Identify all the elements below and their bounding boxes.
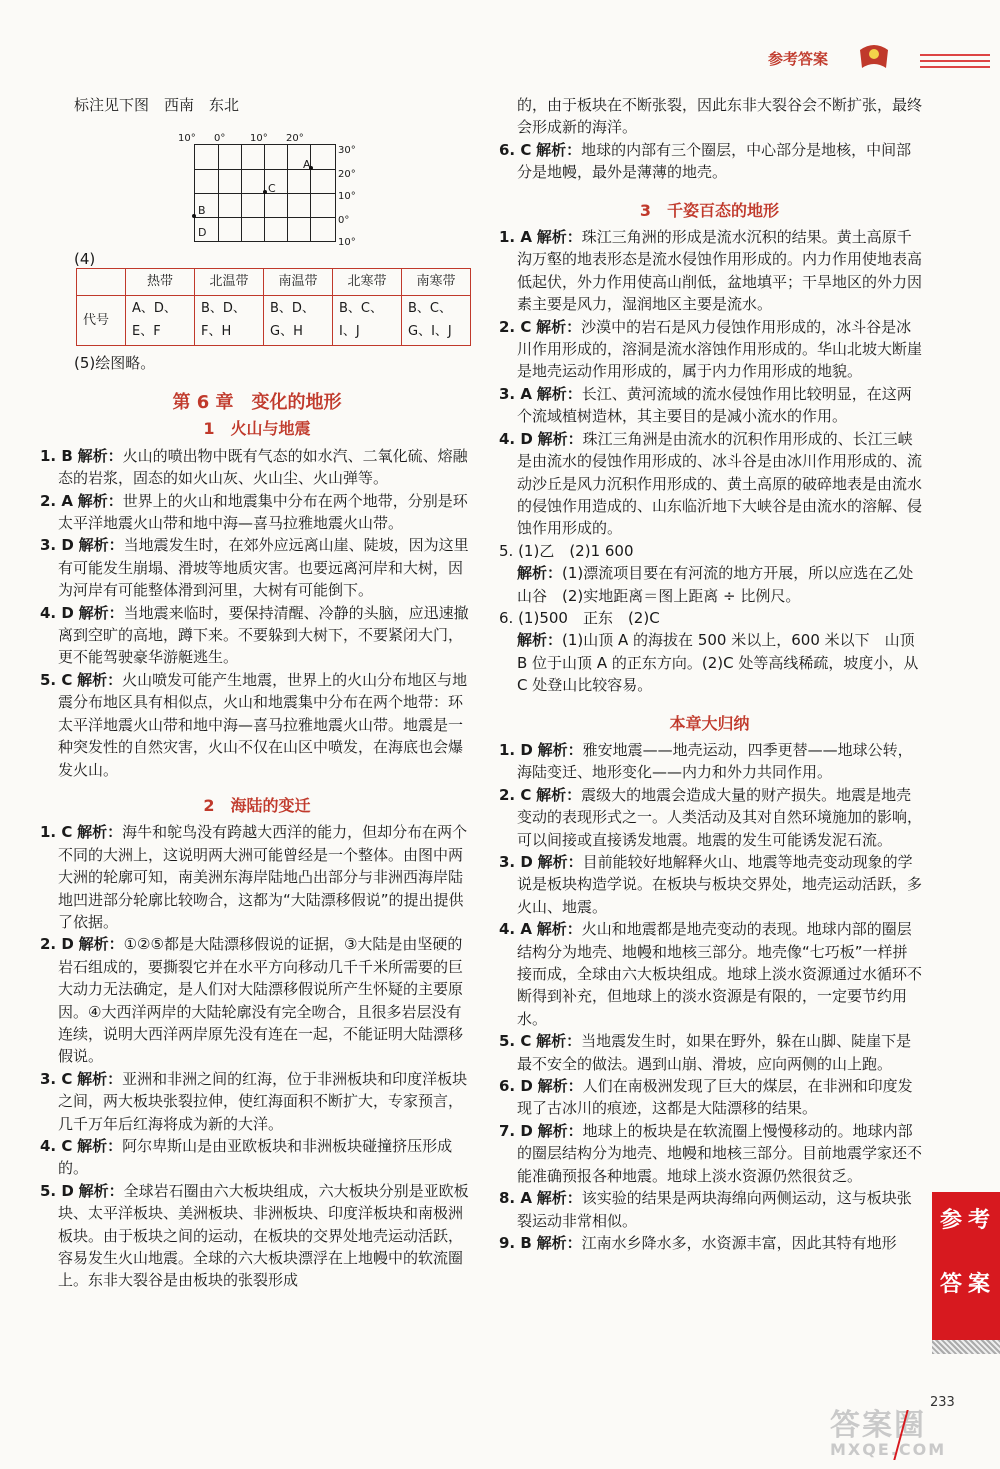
header-title: 参考答案 [768,50,829,68]
answer-item: 1. D 解析：雅安地震——地壳运动，四季更替——地球公转，海陆变迁、地形变化——内力和外力共同作用。 [499,740,913,782]
side-tab-answers [932,1192,1000,1342]
zone-cell: B、C、I、J [333,296,402,346]
answer-item: 7. D 解析：地球上的板块是在软流圈上慢慢移动的。地球内部的圈层结构分为地壳、地幔和地核三部分。目前地震学家还不能准确预报各种地震。地球上淡水资源仍然很贫乏。 [499,1121,923,1185]
answer-item: 3. A 解析：长江、黄河流域的流水侵蚀作用比较明显，在这两个流域植树造林，其主要目的是减小流水的作用。 [499,384,912,426]
chapter-title: 第 6 章 变化的地形 [172,392,342,413]
zone-cell: B、C、G、I、J [402,296,471,346]
answer-item: 1. B 解析：火山的喷出物中既有气态的如水汽、二氧化硫、熔融态的岩浆，固态的如火山灰、火山尘、火山弹等。 [40,446,468,488]
grid-intro: 标注见下图 西南 东北 [74,96,240,114]
lat-lon-grid [178,128,378,248]
answer-item: 6. C 解析：地球的内部有三个圈层，中心部分是地核，中间部分是地幔，最外是薄薄的地壳。 [499,140,912,182]
item-5: (5)绘图略。 [74,354,156,372]
zone-header: 北寒带 [333,269,402,296]
point-d-label: D [198,226,207,239]
book-logo-icon [856,42,892,72]
side-tab-char: 参 [940,1208,963,1233]
watermark-url: MXQE.COM [830,1440,947,1459]
y-tick: 30° [338,145,356,156]
section-title: 1 火山与地震 [203,419,311,439]
zone-header: 南寒带 [402,269,471,296]
zone-header: 北温带 [195,269,264,296]
answer-item: 5. C 解析：当地震发生时，如果在野外，躲在山脚、陡崖下是最不安全的做法。遇到山崩、滑坡，应向两侧的山上跑。 [499,1032,912,1073]
x-tick: 0° [214,133,226,144]
answer-item: 1. A 解析：珠江三角洲的形成是流水沉积的结果。黄土高原千沟万壑的地表形态是流水侵蚀作用形成的。内力作用使地表高低起伏，外力作用使高山削低，盆地填平；干旱地区的外力因素主要是风力，湿润地区主要是流水。 [499,228,923,314]
answer-item: 6. (1)500 正东 (2)C [499,608,660,627]
y-tick: 10° [338,191,356,202]
section-title: 3 千姿百态的地形 [639,200,780,220]
continued-text: 的，由于板块在不断张裂，因此东非大裂谷会不断扩张，最终会形成新的海洋。 [517,96,923,137]
answer-item: 3. D 解析：当地震发生时，在郊外应远离山崖、陡坡，因为这里有可能发生崩塌、滑坡等地质灾害。也要远离河岸和大树，因为河岸有可能整体滑到河里，大树有可能倒下。 [40,536,469,600]
answer-explanation: 解析：(1)漂流项目要在有河流的地方开展，所以应选在乙处山谷 (2)实地距离＝图上距离 ÷ 比例尺。 [517,564,914,605]
point-c [263,190,267,194]
answer-item: 4. D 解析：珠江三角洲是由流水的沉积作用形成的、长江三峡是由流水的侵蚀作用形成的、冰斗谷是由冰川作用形成的、流动沙丘是风力沉积作用形成的、黄土高原的破碎地表是由流水的侵蚀作用造成的、山东临沂地下大峡谷是由流水的溶解、侵蚀作用形成的。 [499,429,923,538]
side-tab-char: 案 [968,1272,991,1297]
answer-item: 6. D 解析：人们在南极洲发现了巨大的煤层，在非洲和印度发现了古冰川的痕迹，这都是大陆漂移的结果。 [499,1077,913,1118]
page-number: 233 [930,1395,955,1410]
zone-cell: B、D、G、H [264,296,333,346]
item-4: (4) [74,250,96,268]
answer-item: 4. D 解析：当地震来临时，要保持清醒、冷静的头脑，应迅速撤离到空旷的高地，蹲下来。不要躲到大树下，不要紧闭大门，更不能驾驶豪华游艇逃生。 [40,603,469,667]
answer-item: 5. (1)乙 (2)1 600 [499,541,634,560]
y-tick: 0° [338,215,350,226]
answer-item: 8. A 解析：该实验的结果是两块海绵向两侧运动，这与板块张裂运动非常相似。 [499,1189,912,1230]
answer-explanation: 解析：(1)山顶 A 的海拔在 500 米以上，600 米以下 山顶 B 位于山顶 A 的正东方向。(2)C 处等高线稀疏，坡度小，从 C 处登山比较容易。 [517,631,919,695]
point-c-label: C [268,182,276,195]
side-tab-char: 考 [968,1208,991,1233]
section-title: 本章大归纳 [669,713,750,733]
x-tick: 10° [250,133,268,144]
answer-item: 9. B 解析：江南水乡降水多，水资源丰富，因此其特有地形 [499,1233,897,1252]
side-tab-char: 答 [940,1272,963,1297]
answer-item: 2. C 解析：震级大的地震会造成大量的财产损失。地震是地壳变动的表现形式之一。人类活动及其对自然环境施加的影响，可以间接或直接诱发地震。地震的发生可能诱发泥石流。 [499,785,923,849]
answer-item: 4. A 解析：火山和地震都是地壳变动的表现。地球内部的圈层结构分为地壳、地幔和地核三部分。地壳像“七巧板”一样拼接而成，全球由六大板块组成。地球上淡水资源通过水循环不断得到补充，但地球上的淡水资源是有限的，一定要节约用水。 [499,920,923,1028]
answer-item: 5. D 解析：全球岩石圈由六大板块组成，六大板块分别是亚欧板块、太平洋板块、美洲板块、非洲板块、印度洋板块和南极洲板块。由于板块之间的运动，在板块的交界处地壳运动活跃，容易发生火山地震。全球的六大板块漂浮在上地幔中的软流圈上。东非大裂谷是由板块的张裂形成 [40,1181,469,1290]
climate-zone-table [76,268,471,346]
zone-cell: B、D、F、H [195,296,264,346]
zone-header: 南温带 [264,269,333,296]
y-tick: 20° [338,169,356,180]
zone-cell: A、D、E、F [126,296,195,346]
answer-item: 1. C 解析：海牛和鸵鸟没有跨越大西洋的能力，但却分布在两个不同的大洲上，这说明两大洲可能曾经是一个整体。由图中两大洲的轮廓可知，南美洲东海岸陆地凸出部分与非洲西海岸陆地凹进部分轮廓比较吻合，这都为“大陆漂移假说”的提出提供了依据。 [40,823,468,931]
answer-item: 2. A 解析：世界上的火山和地震集中分布在两个地带，分别是环太平洋地震火山带和地中海—喜马拉雅地震火山带。 [40,491,468,533]
point-a-label: A [303,158,311,171]
answer-item: 4. C 解析：阿尔卑斯山是由亚欧板块和非洲板块碰撞挤压形成的。 [40,1137,453,1178]
zone-header: 热带 [126,269,195,296]
x-tick: 20° [286,133,304,144]
x-tick: 10° [178,133,196,144]
watermark-logo: 答案圈 [830,1408,926,1443]
right-column [497,94,922,1254]
point-b [192,214,196,218]
answer-item: 5. C 解析：火山喷发可能产生地震，世界上的火山分布地区与地震分布地区具有相似点，火山和地震集中分布在两个地带：环太平洋地震火山带和地中海—喜马拉雅地震火山带。地震是一种突发性的自然灾害，火山不仅在山区中喷发，在海底也会爆发火山。 [40,670,468,779]
y-tick: 10° [338,237,356,248]
section-title: 2 海陆的变迁 [203,795,311,815]
point-b-label: B [198,204,206,217]
answer-item: 2. C 解析：沙漠中的岩石是风力侵蚀作用形成的，冰斗谷是冰川作用形成的，溶洞是流水溶蚀作用形成的。华山北坡大断崖是地壳运动作用形成的，属于内力作用形成的地貌。 [499,317,923,381]
answer-item: 3. C 解析：亚洲和非洲之间的红海，位于非洲板块和印度洋板块之间，两大板块张裂拉伸，使红海面积不断扩大，专家预言，几千万年后红海将成为新的大洋。 [40,1069,468,1133]
row-label: 代号 [77,296,126,346]
header-decor-lines [920,54,990,72]
page-header [760,40,1000,90]
answer-item: 2. D 解析：①②⑤都是大陆漂移假说的证据，③大陆是由坚硬的岩石组成的，要撕裂它并在水平方向移动几千千米所需要的巨大动力无法确定，是人们对大陆漂移假说所产生怀疑的主要原因。④大西洋两岸的大陆轮廓没有完全吻合，且很多岩层没有连续，说明大西洋两岸原先没有连在一起，不能证明大陆漂移假说。 [40,935,464,1066]
answer-item: 3. D 解析：目前能较好地解释火山、地震等地壳变动现象的学说是板块构造学说。在板块与板块交界处，地壳运动活跃，多火山、地震。 [499,853,923,916]
